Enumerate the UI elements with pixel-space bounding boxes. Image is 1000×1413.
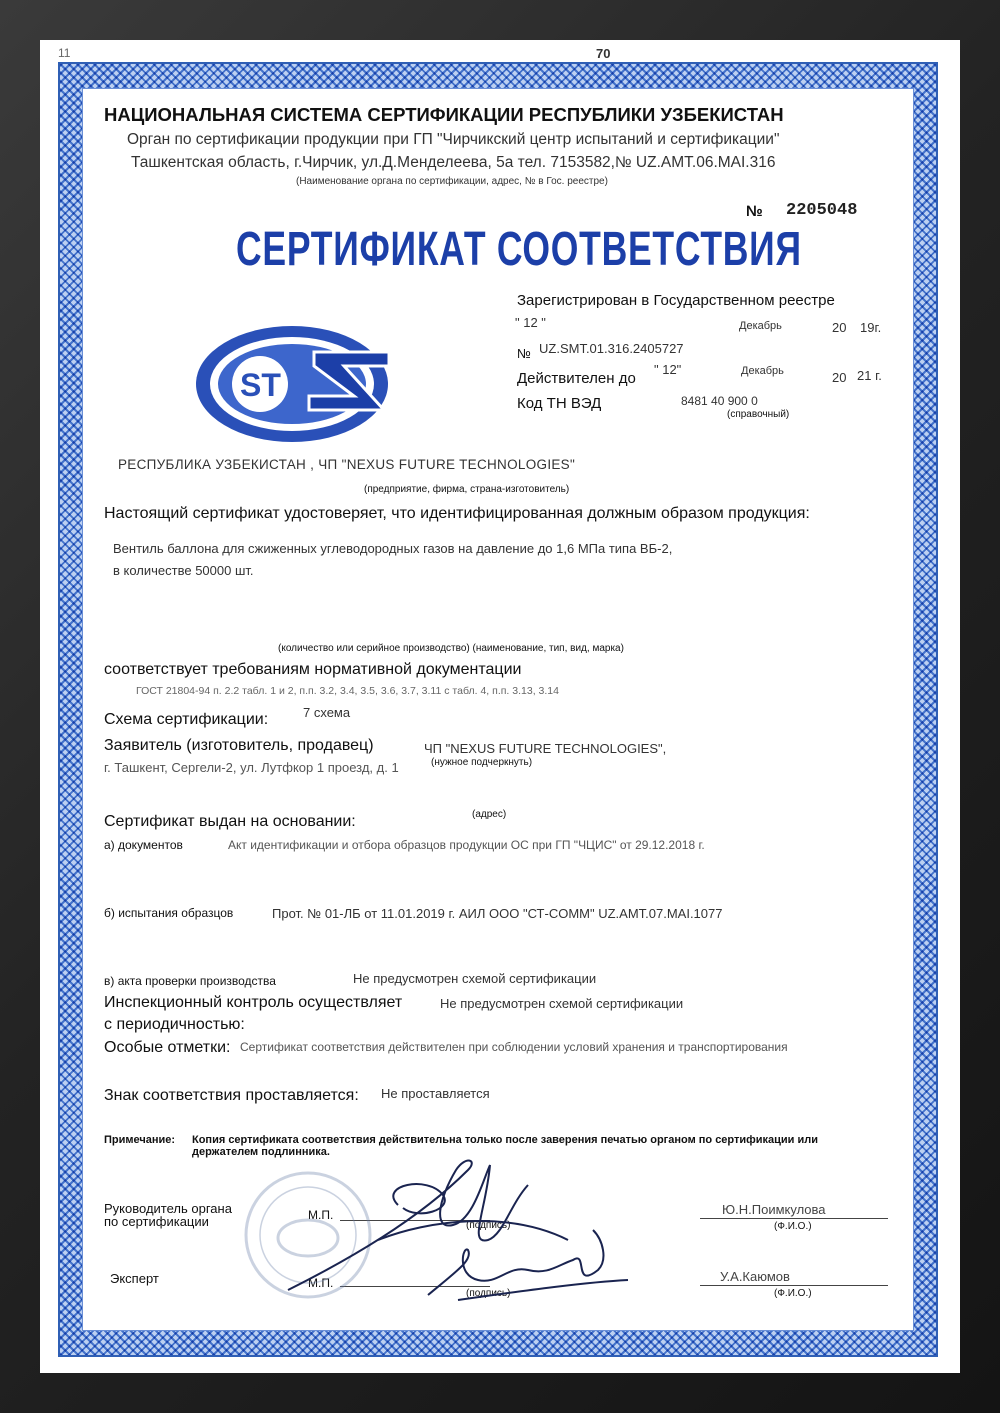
certification-statement: Настоящий сертификат удостоверяет, что идентифицированная должным образом продукция:	[104, 505, 810, 522]
valid-until-label: Действителен до	[517, 370, 636, 387]
applicant-caption: (нужное подчеркнуть)	[431, 757, 533, 768]
registry-label: Зарегистрирован в Государственном реестре	[517, 292, 835, 309]
expert-mp: М.П.	[308, 1276, 334, 1290]
tn-code-caption: (справочный)	[727, 409, 790, 420]
head-mp: М.П.	[308, 1208, 334, 1222]
basis-audit-value: Не предусмотрен схемой сертификации	[353, 971, 597, 986]
registry-month: Декабрь	[739, 320, 782, 332]
registry-day: " 12 "	[515, 315, 546, 330]
scheme-label: Схема сертификации:	[104, 711, 269, 728]
registry-number-label: №	[517, 346, 531, 361]
valid-month: Декабрь	[741, 365, 784, 377]
conformity-mark-value: Не проставляется	[381, 1086, 490, 1101]
tn-code: 8481 40 900 0	[681, 394, 758, 408]
address-caption: (адрес)	[472, 809, 507, 820]
head-name: Ю.Н.Поимкулова	[722, 1202, 826, 1217]
page-number: 70	[596, 46, 611, 61]
applicant-address: г. Ташкент, Сергели-2, ул. Лутфкор 1 проезд, д. 1	[104, 760, 399, 775]
official-seal	[246, 1173, 370, 1297]
special-marks-value: Сертификат соответствия действителен при соблюдении условий хранения и транспортирования	[240, 1040, 788, 1054]
manufacturer-caption: (предприятие, фирма, страна-изготовитель)	[364, 484, 570, 495]
cert-number-sign: №	[746, 203, 763, 220]
expert-label: Эксперт	[110, 1271, 159, 1286]
scheme-value: 7 схема	[303, 705, 351, 720]
valid-year: 21 г.	[857, 368, 882, 383]
inspection-value: Не предусмотрен схемой сертификации	[440, 996, 684, 1011]
expert-name-line	[700, 1285, 888, 1286]
head-name-line	[700, 1218, 888, 1219]
compliance-label: соответствует требованиям нормативной документации	[104, 661, 522, 678]
basis-tests-value: Прот. № 01-ЛБ от 11.01.2019 г. АИЛ ООО "СТ-COMM" UZ.AMT.07.MAI.1077	[272, 906, 723, 921]
cert-number: 2205048	[786, 201, 858, 220]
expert-signature	[428, 1230, 628, 1300]
product-line1: Вентиль баллона для сжиженных углеводородных газов на давление до 1,6 МПа типа ВБ-2,	[113, 541, 673, 556]
header-org-line2: Ташкентская область, г.Чирчик, ул.Д.Менделеева, 5а тел. 7153582,№ UZ.AMT.06.MAI.316	[131, 154, 776, 171]
certification-logo	[194, 322, 394, 448]
note-text-line1: Копия сертификата соответствия действительна только после заверения печатью органом по сертификации или	[192, 1134, 819, 1146]
registry-year: 19г.	[860, 320, 882, 335]
tn-code-label: Код ТН ВЭД	[517, 395, 602, 412]
certificate-title: СЕРТИФИКАТ СООТВЕТСТВИЯ	[236, 223, 802, 276]
basis-docs-label: а) документов	[104, 838, 183, 852]
logo-text: ST	[240, 367, 281, 403]
basis-label: Сертификат выдан на основании:	[104, 813, 356, 830]
registry-number: UZ.SMT.01.316.2405727	[539, 341, 684, 356]
head-fio-caption: (Ф.И.О.)	[774, 1221, 812, 1232]
valid-year-prefix: 20	[832, 370, 847, 385]
applicant-label: Заявитель (изготовитель, продавец)	[104, 737, 374, 754]
head-label-line2: по сертификации	[104, 1214, 209, 1229]
corner-mark: 11	[58, 46, 71, 60]
expert-name: У.А.Каюмов	[720, 1269, 790, 1284]
product-caption: (количество или серийное производство) (наименование, тип, вид, марка)	[278, 643, 624, 654]
head-sign-caption: (подпись)	[466, 1220, 511, 1231]
note-label: Примечание:	[104, 1134, 176, 1146]
seal-and-signatures	[228, 1150, 648, 1320]
compliance-standard: ГОСТ 21804-94 п. 2.2 табл. 1 и 2, п.п. 3.2, 3.4, 3.5, 3.6, 3.7, 3.11 с табл. 4, п.п. 3.13, 3.14	[136, 685, 559, 697]
header-org-line1: Орган по сертификации продукции при ГП "Чирчикский центр испытаний и сертификации"	[127, 131, 780, 148]
conformity-mark-label: Знак соответствия проставляется:	[104, 1087, 359, 1104]
special-marks-label: Особые отметки:	[104, 1039, 231, 1056]
applicant-value: ЧП "NEXUS FUTURE TECHNOLOGIES",	[424, 741, 667, 756]
expert-sign-caption: (подпись)	[466, 1288, 511, 1299]
basis-audit-label: в) акта проверки производства	[104, 974, 276, 988]
expert-fio-caption: (Ф.И.О.)	[774, 1288, 812, 1299]
note-text-line2: держателем подлинника.	[192, 1146, 330, 1158]
header-org-caption: (Наименование органа по сертификации, адрес, № в Гос. реестре)	[296, 176, 608, 187]
basis-docs-value: Акт идентификации и отбора образцов продукции ОС при ГП "ЧЦИС" от 29.12.2018 г.	[228, 838, 705, 852]
manufacturer-value: РЕСПУБЛИКА УЗБЕКИСТАН , ЧП "NEXUS FUTURE TECHNOLOGIES"	[118, 457, 576, 472]
product-line2: в количестве 50000 шт.	[113, 563, 254, 578]
valid-day: " 12"	[654, 362, 682, 377]
inspection-period-label: с периодичностью:	[104, 1016, 245, 1033]
head-label-line1: Руководитель органа	[104, 1201, 232, 1216]
basis-tests-label: б) испытания образцов	[104, 906, 234, 920]
header-title: НАЦИОНАЛЬНАЯ СИСТЕМА СЕРТИФИКАЦИИ РЕСПУБЛИКИ УЗБЕКИСТАН	[104, 104, 784, 125]
inspection-label: Инспекционный контроль осуществляет	[104, 994, 403, 1011]
registry-year-prefix: 20	[832, 320, 847, 335]
